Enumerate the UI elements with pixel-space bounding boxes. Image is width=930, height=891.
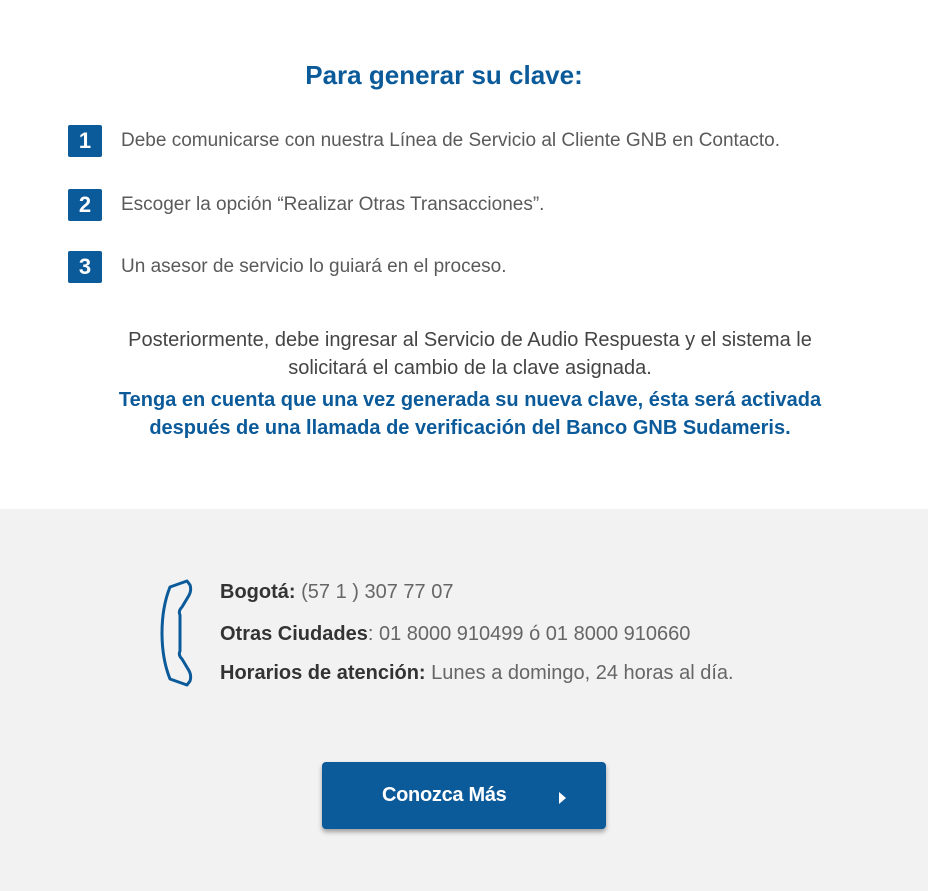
info-line: solicitará el cambio de la clave asignada.	[288, 357, 652, 379]
other-cities-numbers: : 01 8000 910499 ó 01 8000 910660	[367, 623, 691, 645]
step-number-badge: 2	[68, 189, 102, 221]
notice-line: después de una llamada de verificación del Banco GNB Sudameris.	[149, 417, 791, 439]
step-text: Un asesor de servicio lo guiará en el proceso.	[121, 256, 507, 277]
service-hours-label: Horarios de atención:	[220, 662, 426, 684]
info-paragraph	[60, 326, 880, 382]
activation-notice	[60, 386, 880, 442]
other-cities-label: Otras Ciudades	[220, 623, 368, 645]
service-hours-value: Lunes a domingo, 24 horas al día.	[425, 662, 734, 684]
service-hours	[220, 662, 734, 685]
step-1	[68, 124, 780, 158]
chevron-right-icon	[559, 792, 566, 804]
bogota-label: Bogotá:	[220, 581, 296, 603]
learn-more-label: Conozca Más	[382, 784, 507, 806]
bogota-phone	[220, 581, 453, 604]
step-text: Escoger la opción “Realizar Otras Transacciones”.	[121, 194, 545, 215]
contact-section	[0, 509, 928, 891]
info-line: Posteriormente, debe ingresar al Servicio de Audio Respuesta y el sistema le	[128, 329, 812, 351]
phone-icon	[160, 577, 212, 689]
step-number-badge: 1	[68, 125, 102, 157]
step-text: Debe comunicarse con nuestra Línea de Servicio al Cliente GNB en Contacto.	[121, 130, 781, 151]
step-number-badge: 3	[68, 251, 102, 283]
other-cities-phone	[220, 623, 690, 646]
learn-more-button[interactable]	[322, 762, 606, 829]
bogota-number: (57 1 ) 307 77 07	[295, 581, 454, 603]
step-3	[68, 250, 506, 284]
notice-line: Tenga en cuenta que una vez generada su nueva clave, ésta será activada	[118, 389, 822, 411]
page-title: Para generar su clave:	[305, 60, 583, 90]
step-2	[68, 188, 544, 222]
